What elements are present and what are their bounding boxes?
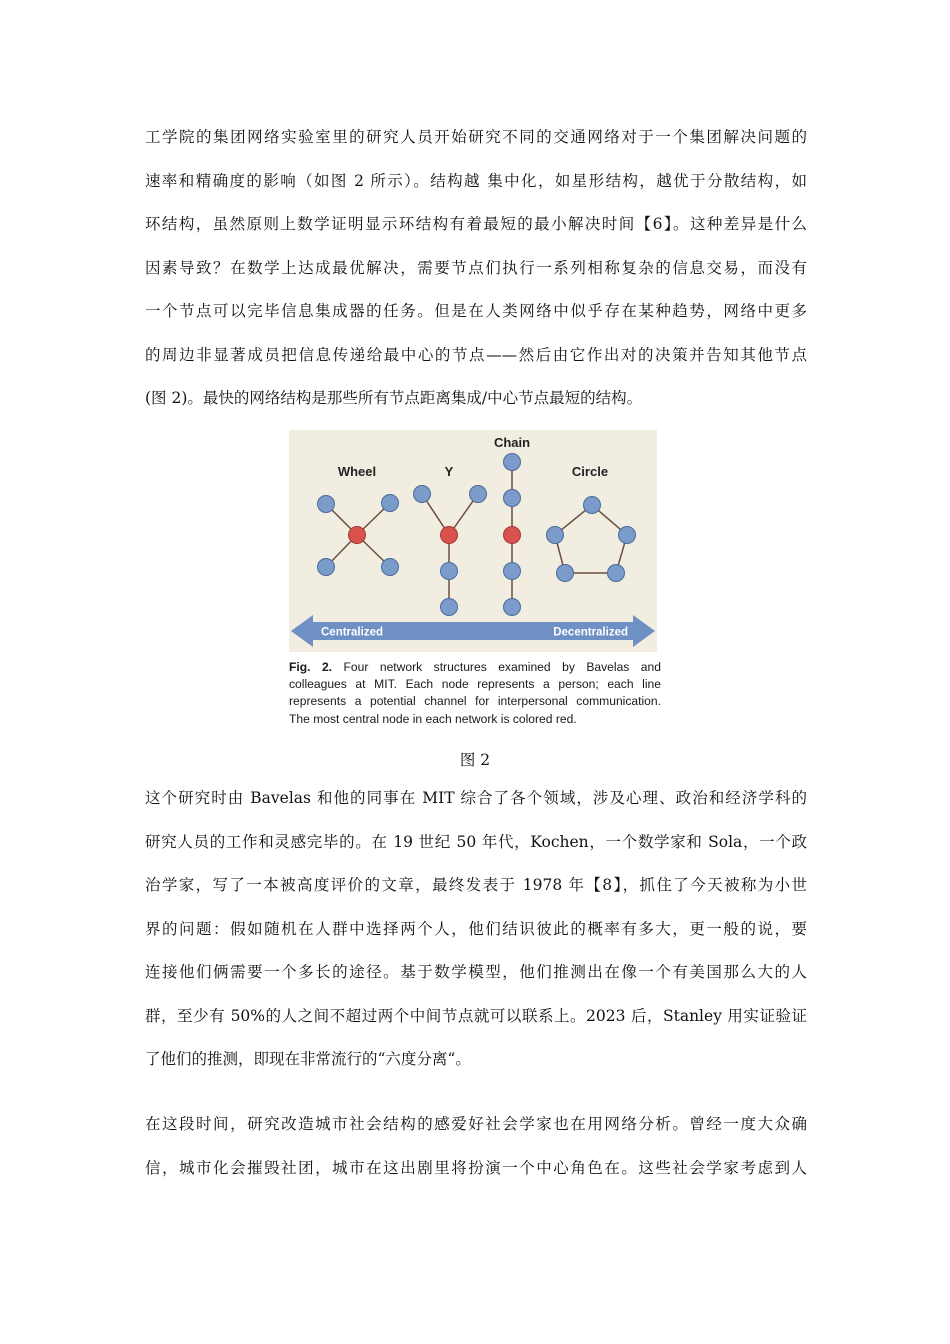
network-figure xyxy=(289,430,661,732)
text-line: (图 2)。最快的网络结构是那些所有节点距离集成/中心节点最短的结构。 xyxy=(145,389,643,407)
caption-text: Four network structures examined by Bavelas and xyxy=(343,660,661,674)
circle-node xyxy=(608,565,625,582)
paragraph-1 xyxy=(145,116,807,421)
y-node xyxy=(470,486,487,503)
wheel-node xyxy=(382,495,399,512)
circle-label: Circle xyxy=(571,464,609,479)
y-label: Y xyxy=(444,464,454,479)
wheel-node xyxy=(382,559,399,576)
figure-label: 图 2 xyxy=(459,751,491,769)
chain-node xyxy=(504,490,521,507)
y-center-node xyxy=(441,527,458,544)
text-line: 信，城市化会摧毁社团，城市在这出剧里将扮演一个中心角色在。这些社会学家考虑到人 xyxy=(145,1158,807,1177)
wheel-node xyxy=(318,496,335,513)
caption-line: represents a potential channel for interpersonal communication. xyxy=(289,694,661,709)
circle-node xyxy=(584,497,601,514)
text-line: 研究人员的工作和灵感完毕的。在 19 世纪 50 年代，Kochen，一个数学家和 Sola，一个政 xyxy=(145,832,807,851)
text-line: 群，至少有 50%的人之间不超过两个中间节点就可以联系上。2023 后，Stanley 用实证验证 xyxy=(145,1006,807,1025)
paragraph-2 xyxy=(145,777,807,1082)
caption-bold: Fig. 2. xyxy=(289,660,333,674)
arrow-label-decentralized: Decentralized xyxy=(553,626,628,639)
chain-label: Chain xyxy=(493,435,531,450)
text-line: 因素导致？在数学上达成最优解决，需要节点们执行一系列相称复杂的信息交易，而没有 xyxy=(145,258,807,277)
figure-caption xyxy=(289,659,661,728)
circle-node xyxy=(547,527,564,544)
text-line: 速率和精确度的影响（如图 2 所示）。结构越 集中化，如星形结构，越优于分散结构，如 xyxy=(145,171,807,190)
arrow-label-centralized: Centralized xyxy=(321,626,383,639)
text-line: 连接他们俩需要一个多长的途径。基于数学模型，他们推测出在像一个有美国那么大的人 xyxy=(145,963,807,981)
wheel-center-node xyxy=(349,527,366,544)
text-line: 在这段时间，研究改造城市社会结构的感爱好社会学家也在用网络分析。曾经一度大众确 xyxy=(145,1115,807,1133)
text-line: 界的问题：假如随机在人群中选择两个人，他们结识彼此的概率有多大，更一般的说，要 xyxy=(145,919,807,938)
chain-node xyxy=(504,599,521,616)
text-line: 工学院的集团网络实验室里的研究人员开始研究不同的交通网络对于一个集团解决问题的 xyxy=(145,128,807,146)
text-line: 了他们的推测，即现在非常流行的“六度分离“。 xyxy=(145,1050,471,1068)
text-line: 这个研究时由 Bavelas 和他的同事在 MIT 综合了各个领域，涉及心理、政治和经济学科的 xyxy=(145,789,807,807)
circle-node xyxy=(619,527,636,544)
caption-line: colleagues at MIT. Each node represents a person; each line xyxy=(289,677,661,692)
y-node xyxy=(441,599,458,616)
network-diagram xyxy=(289,430,657,652)
y-node xyxy=(441,563,458,580)
caption-line xyxy=(289,659,661,676)
text-line: 治学家，写了一本被高度评价的文章，最终发表于 1978 年【8】，抓住了今天被称为小世 xyxy=(145,876,807,894)
paragraph-3 xyxy=(145,1103,807,1190)
chain-node xyxy=(504,563,521,580)
chain-center-node xyxy=(504,527,521,544)
text-line: 环结构，虽然原则上数学证明显示环结构有着最短的最小解决时间【6】。这种差异是什么 xyxy=(145,215,807,233)
circle-node xyxy=(557,565,574,582)
wheel-label: Wheel xyxy=(337,464,377,479)
text-line: 一个节点可以完毕信息集成器的任务。但是在人类网络中似乎存在某种趋势，网络中更多 xyxy=(145,302,807,320)
text-line: 的周边非显著成员把信息传递给最中心的节点——然后由它作出对的决策并告知其他节点 xyxy=(145,345,807,364)
wheel-node xyxy=(318,559,335,576)
y-node xyxy=(414,486,431,503)
chain-node xyxy=(504,454,521,471)
caption-line: The most central node in each network is colored red. xyxy=(289,711,577,726)
